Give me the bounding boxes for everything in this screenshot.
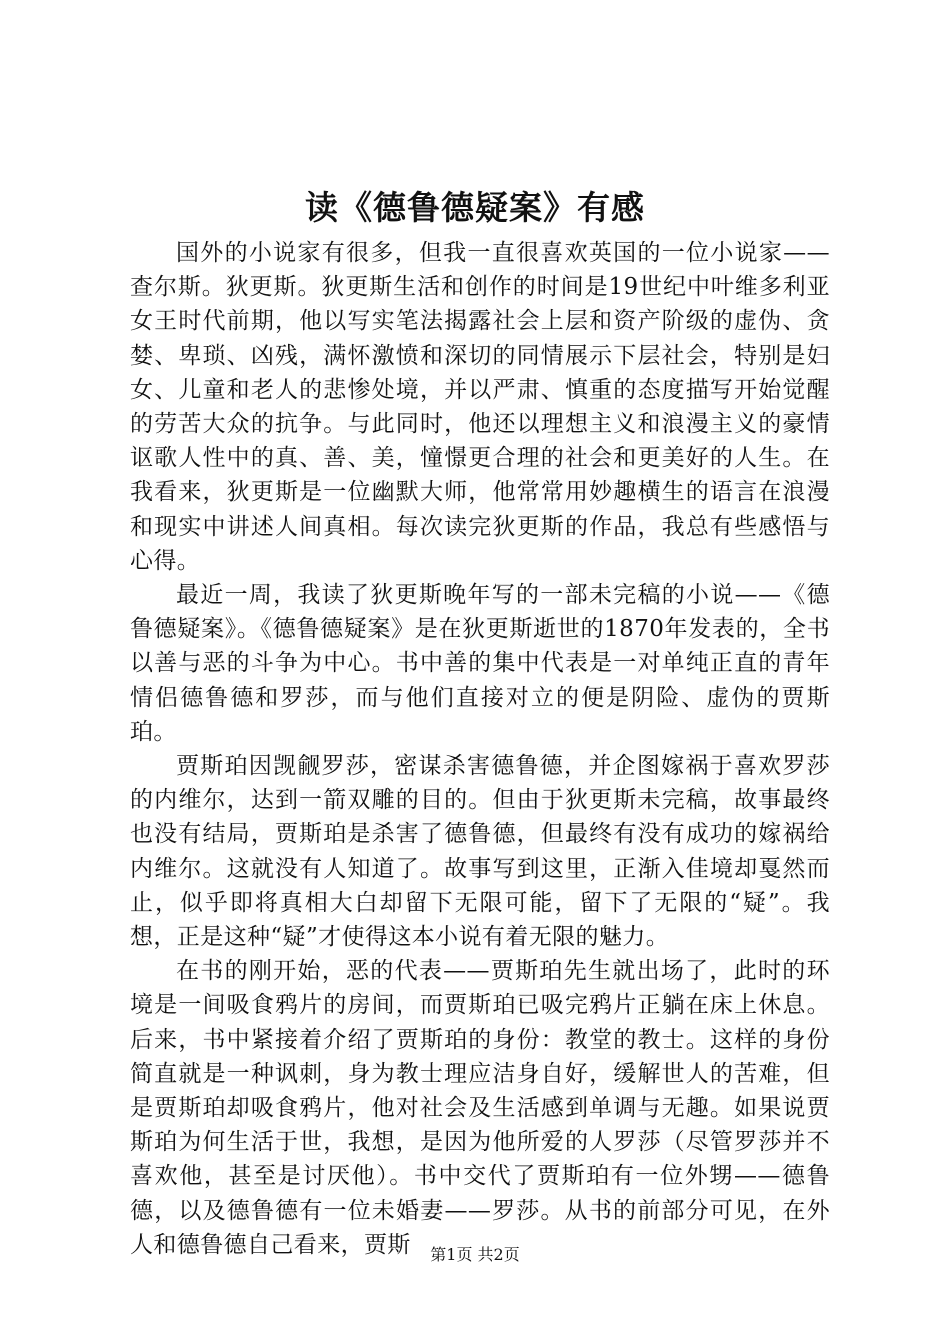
document-body (130, 236, 830, 1262)
paragraph: 国外的小说家有很多，但我一直很喜欢英国的一位小说家——查尔斯。狄更斯。狄更斯生活和创作的时间是19世纪中叶维多利亚女王时代前期，他以写实笔法揭露社会上层和资产阶级的虚伪、贪婪、卑琐、凶残，满怀激愤和深切的同情展示下层社会，特别是妇女、儿童和老人的悲惨处境，并以严肃、慎重的态度描写开始觉醒的劳苦大众的抗争。与此同时，他还以理想主义和浪漫主义的豪情讴歌人性中的真、善、美，憧憬更合理的社会和更美好的人生。在我看来，狄更斯是一位幽默大师，他常常用妙趣横生的语言在浪漫和现实中讲述人间真相。每次读完狄更斯的作品，我总有些感悟与心得。 (130, 240, 830, 574)
paragraph: 最近一周，我读了狄更斯晚年写的一部未完稿的小说——《德鲁德疑案》。《德鲁德疑案》是在狄更斯逝世的1870年发表的，全书以善与恶的斗争为中心。书中善的集中代表是一对单纯正直的青年情侣德鲁德和罗莎，而与他们直接对立的便是阴险、虚伪的贾斯珀。 (130, 582, 830, 745)
page-number-footer: 第1页 共2页 (430, 1245, 520, 1264)
paragraph: 贾斯珀因觊觎罗莎，密谋杀害德鲁德，并企图嫁祸于喜欢罗莎的内维尔，达到一箭双雕的目的。但由于狄更斯未完稿，故事最终也没有结局，贾斯珀是杀害了德鲁德，但最终有没有成功的嫁祸给内维尔。这就没有人知道了。故事写到这里，正渐入佳境却戛然而止，似乎即将真相大白却留下无限可能，留下了无限的“疑”。我想，正是这种“疑”才使得这本小说有着无限的魅力。 (130, 753, 830, 951)
document-title: 读《德鲁德疑案》有感 (305, 188, 645, 227)
paragraph: 在书的刚开始，恶的代表——贾斯珀先生就出场了，此时的环境是一间吸食鸦片的房间，而贾斯珀已吸完鸦片正躺在床上休息。后来，书中紧接着介绍了贾斯珀的身份：教堂的教士。这样的身份简直就是一种讽刺，身为教士理应洁身自好，缓解世人的苦难，但是贾斯珀却吸食鸦片，他对社会及生活感到单调与无趣。如果说贾斯珀为何生活于世，我想，是因为他所爱的人罗莎（尽管罗莎并不喜欢他，甚至是讨厌他）。书中交代了贾斯珀有一位外甥——德鲁德，以及德鲁德有一位未婚妻——罗莎。从书的前部分可见，在外人和德鲁德自己看来，贾斯 (130, 958, 830, 1258)
